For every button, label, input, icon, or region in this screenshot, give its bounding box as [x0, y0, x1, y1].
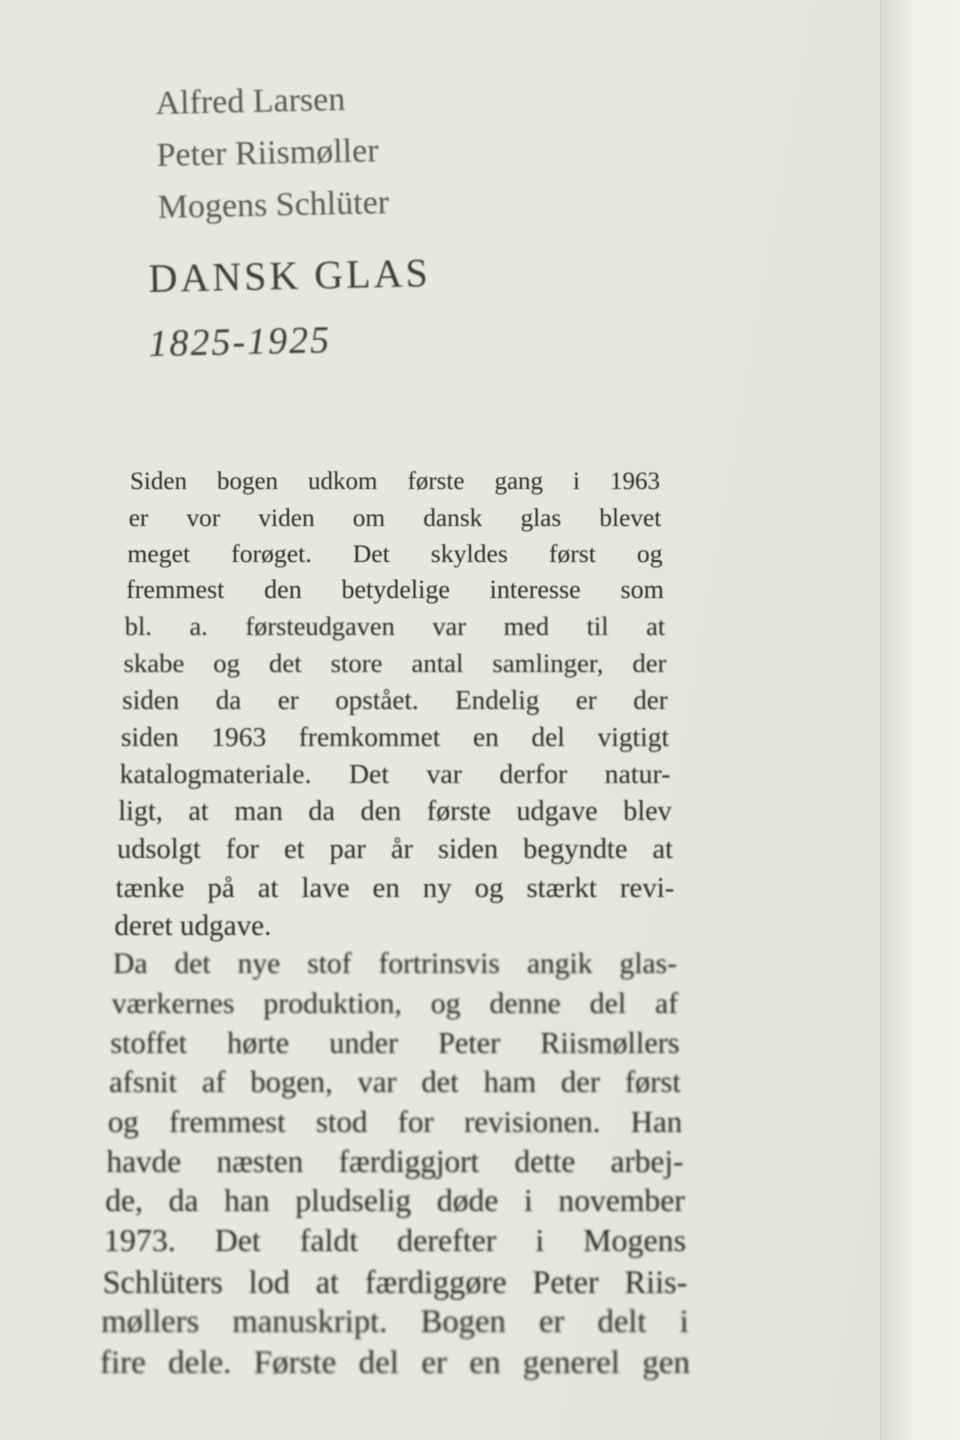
text-line: er vor viden om dansk glas blevet [128, 503, 662, 532]
text-line: bl. a. førsteudgaven var med til at [124, 611, 666, 642]
text-line: fire dele. Første del er en generel gen [100, 1345, 690, 1381]
author-name: Mogens Schlüter [157, 184, 390, 226]
text-line: Schlüters lod at færdiggøre Peter Riis- [102, 1263, 688, 1300]
text-line: tænke på at lave en ny og stærkt revi- [115, 871, 675, 904]
author-list [155, 73, 390, 234]
text-line: afsnit af bogen, var det ham der først [109, 1064, 681, 1099]
text-line: deret udgave. [114, 909, 272, 942]
text-line: værkernes produktion, og denne del af [111, 986, 679, 1020]
text-line: Siden bogen udkom første gang i 1963 [130, 468, 660, 495]
text-line: stoffet hørte under Peter Riismøllers [110, 1025, 680, 1060]
author-name: Alfred Larsen [155, 81, 346, 122]
text-line: 1973. Det faldt derefter i Mogens [103, 1223, 687, 1259]
text-line: udsolgt for et par år siden begyndte at [116, 833, 674, 865]
book-years: 1825-1925 [148, 319, 332, 365]
text-line: siden da er opstået. Endelig er der [122, 684, 668, 715]
text-line: havde næsten færdiggjort dette arbej- [106, 1143, 684, 1179]
text-line: og fremmest stod for revisionen. Han [107, 1104, 683, 1140]
text-line: fremmest den betydelige interesse som [126, 575, 664, 605]
text-line: møllers manuskript. Bogen er delt i [101, 1304, 689, 1341]
text-line: siden 1963 fremkommet en del vigtigt [120, 721, 670, 752]
text-line: katalogmateriale. Det var derfor natur- [119, 758, 671, 790]
text-line: meget forøget. Det skyldes først og [127, 539, 663, 569]
text-line: Da det nye stof fortrinsvis angik glas- [113, 948, 677, 981]
page-edge [880, 0, 960, 1440]
text-line: ligt, at man da den første udgave blev [118, 796, 672, 828]
text-line: de, da han pludselig døde i november [105, 1183, 685, 1219]
book-title: DANSK GLAS [148, 250, 432, 301]
text-line: skabe og det store antal samlinger, der [123, 647, 667, 678]
author-name: Peter Riismøller [156, 132, 379, 174]
